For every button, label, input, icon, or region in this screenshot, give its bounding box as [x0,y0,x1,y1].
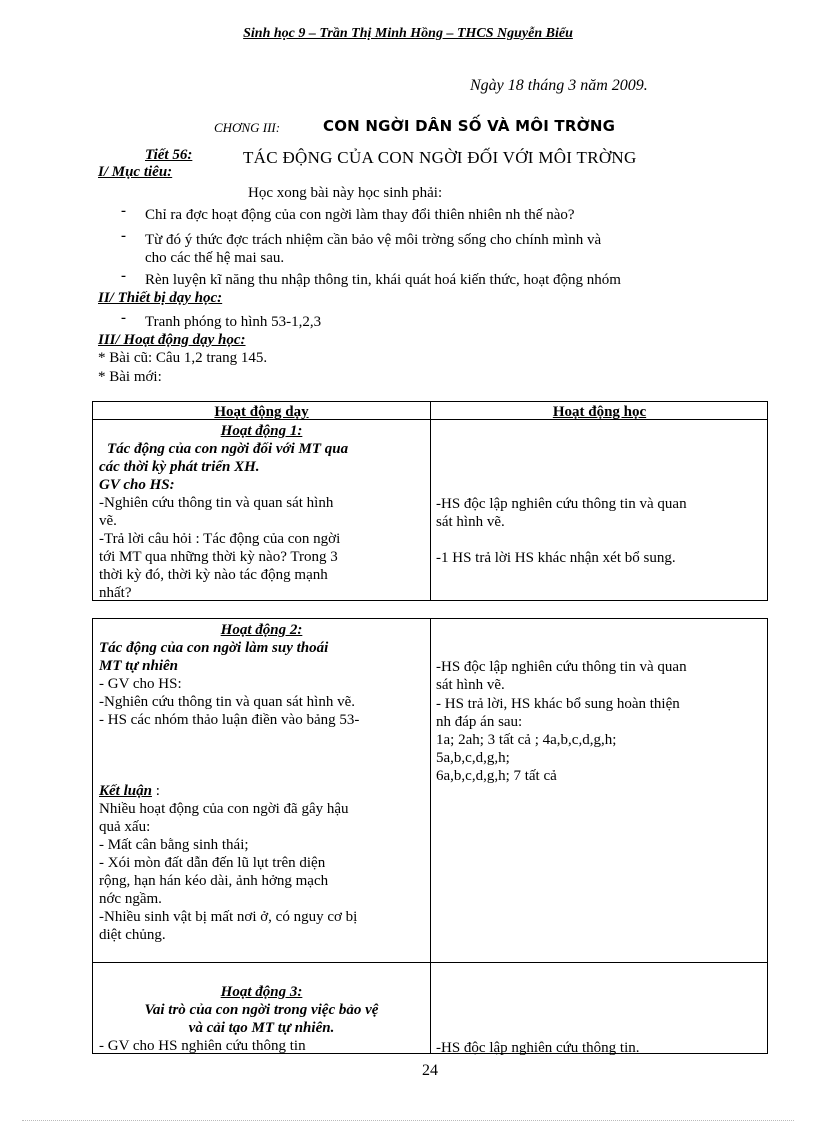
activity1-text: thời kỳ đó, thời kỳ nào tác động mạnh [99,567,328,583]
conclusion-text: diệt chủng. [99,927,166,943]
activity3-text: - GV cho HS nghiên cứu thông tin [99,1038,306,1054]
chapter-title: CON NGỜI DÂN SỐ VÀ MÔI TRỜNG [323,117,616,135]
activity1-title: Hoạt động 1: [220,423,303,439]
new-lesson-line: * Bài mới: [98,369,162,385]
date-line: Ngày 18 tháng 3 năm 2009. [470,77,648,94]
col-header-student: Hoạt động học [552,404,647,420]
activity1-student: -HS độc lập nghiên cứu thông tin và quan [436,496,687,512]
activity3-subtitle: và cải tạo MT tự nhiên. [188,1020,335,1036]
activity3-title: Hoạt động 3: [220,984,303,1000]
activity1-gv: GV cho HS: [99,477,175,493]
lesson-label: Tiết 56: [145,147,193,163]
objective-item: - Rèn luyện kĩ năng thu nhập thông tin, khái quát hoá kiến thức, hoạt động nhóm [121,268,621,288]
objective-item: - Từ đó ý thức đợc trách nhiệm cần bảo vệ môi trờng sống cho chính mình và [121,228,602,248]
activity1-subtitle: các thời kỳ phát triển XH. [99,459,260,475]
activity1-text: -Nghiên cứu thông tin và quan sát hình [99,495,334,511]
column-divider [430,402,431,600]
objectives-intro: Học xong bài này học sinh phải: [248,185,443,201]
activity2-subtitle: Tác động của con ngời làm suy thoái [99,640,329,656]
objectives-heading: I/ Mục tiêu: [98,164,173,180]
bullet-dash-icon: - [121,203,126,219]
conclusion-text: rộng, hạn hán kéo dài, ảnh hởng mạch [99,873,329,889]
activity-table-2 [92,618,768,1054]
activity1-text: -Trả lời câu hỏi : Tác động của con ngời [99,531,341,547]
conclusion-text: - Xói mòn đất dẫn đến lũ lụt trên diện [99,855,326,871]
column-divider [430,619,431,1053]
equipment-heading: II/ Thiết bị dạy học: [98,290,223,306]
equipment-item: - Tranh phóng to hình 53-1,2,3 [121,310,322,330]
activity1-text: vẽ. [99,513,117,529]
answer-key: 5a,b,c,d,g,h; [436,750,510,766]
conclusion-heading: Kết luận : [99,783,160,799]
activity2-text: - GV cho HS: [99,676,182,692]
activity1-text: nhất? [99,585,132,601]
conclusion-text: -Nhiều sinh vật bị mất nơi ở, có nguy cơ bị [99,909,358,925]
activity3-student: -HS độc lập nghiên cứu thông tin. [436,1040,640,1056]
activity2-student: nh đáp án sau: [436,714,523,730]
running-header: Sinh học 9 – Trần Thị Minh Hồng – THCS Nguyễn Biểu [243,26,573,41]
activity2-text: - HS các nhóm thảo luận điền vào bảng 53- [99,712,360,728]
activity1-student: -1 HS trả lời HS khác nhận xét bổ sung. [436,550,676,566]
answer-key: 1a; 2ah; 3 tất cả ; 4a,b,c,d,g,h; [436,732,617,748]
objective-item-continued: cho các thế hệ mai sau. [145,250,285,266]
bullet-dash-icon: - [121,228,126,244]
lesson-title: TÁC ĐỘNG CỦA CON NGỜI ĐỐI VỚI MÔI TRỜNG [243,148,637,167]
bullet-dash-icon: - [121,310,126,326]
activity2-student: - HS trả lời, HS khác bổ sung hoàn thiện [436,696,680,712]
activity2-title: Hoạt động 2: [220,622,303,638]
page-number: 24 [422,1062,438,1079]
answer-key: 6a,b,c,d,g,h; 7 tất cả [436,768,557,784]
row-rule [93,962,767,963]
conclusion-text: Nhiều hoạt động của con ngời đã gây hậu [99,801,349,817]
bullet-dash-icon: - [121,268,126,284]
conclusion-text: quả xấu: [99,819,151,835]
activity-table-1 [92,401,768,601]
activity1-subtitle: Tác động của con ngời đối với MT qua [107,441,349,457]
old-lesson-line: * Bài cũ: Câu 1,2 trang 145. [98,350,268,366]
activity3-subtitle: Vai trò của con ngời trong việc bảo vệ [144,1002,379,1018]
activity1-text: tới MT qua những thời kỳ nào? Trong 3 [99,549,338,565]
objective-item: - Chỉ ra đợc hoạt động của con ngời làm thay đổi thiên nhiên nh thế nào? [121,203,575,223]
activity2-subtitle: MT tự nhiên [99,658,179,674]
activity1-student: sát hình vẽ. [436,514,505,530]
conclusion-text: nớc ngầm. [99,891,162,907]
activities-heading: III/ Hoạt động dạy học: [98,332,246,348]
activity2-student: sát hình vẽ. [436,677,505,693]
footer-dotted-rule [22,1120,794,1121]
conclusion-text: - Mất cân bằng sinh thái; [99,837,249,853]
activity2-student: -HS độc lập nghiên cứu thông tin và quan [436,659,687,675]
col-header-teacher: Hoạt động dạy [214,404,309,420]
activity2-text: -Nghiên cứu thông tin và quan sát hình vẽ. [99,694,355,710]
chapter-label: CHƠNG III: [214,120,281,135]
